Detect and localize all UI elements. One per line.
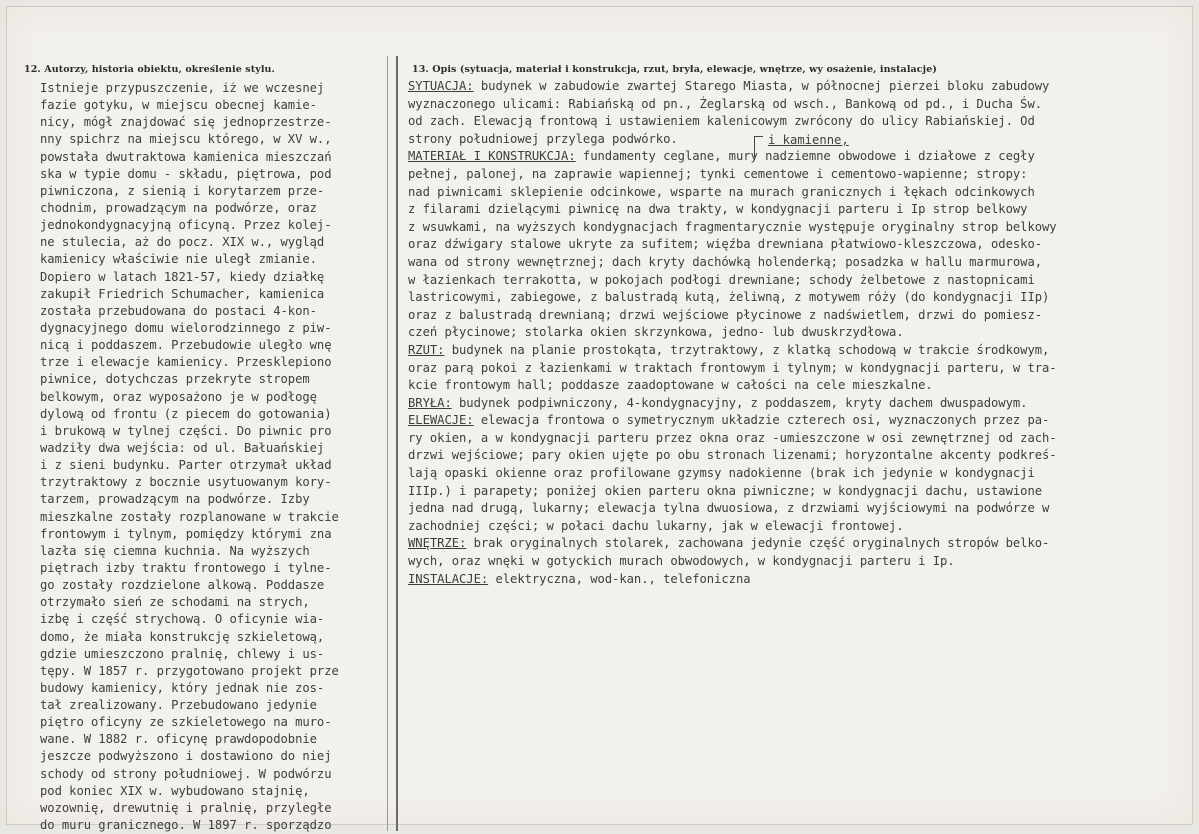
history-line: pod koniec XIX w. wybudowano stajnię, bbox=[40, 783, 310, 798]
description-line-text: zachodniej części; w połaci dachu lukarny, jak w elewacji frontowej. bbox=[408, 518, 904, 533]
history-line: piwnice, dotychczas przekryte stropem bbox=[40, 372, 310, 387]
description-line bbox=[408, 78, 1138, 96]
column-divider bbox=[396, 56, 398, 831]
description-line bbox=[408, 377, 1138, 395]
description-line bbox=[408, 219, 1138, 237]
description-line-text: oraz parą pokoi z łazienkami w traktach frontowym i tylnym; w kondygnacji parteru, w tra- bbox=[408, 360, 1057, 375]
history-line: jednokondygnacyjną oficyną. Przez kolej- bbox=[40, 218, 332, 233]
description-line bbox=[408, 518, 1138, 536]
history-line: budowy kamienicy, który jednak nie zos- bbox=[40, 680, 325, 695]
history-line: do muru granicznego. W 1897 r. sporządzo bbox=[40, 818, 332, 833]
description-line bbox=[408, 236, 1138, 254]
description-line bbox=[408, 535, 1138, 553]
description-line-text: w łazienkach terrakotta, w pokojach podłogi drewniane; schody żelbetowe z nastopnicami bbox=[408, 272, 1035, 287]
description-line-text: fundamenty ceglane, mury nadziemne obwodowe i działowe z cegły bbox=[575, 149, 1035, 164]
description-line bbox=[408, 113, 1138, 131]
description-line bbox=[408, 289, 1138, 307]
history-line: piętrach izby traktu frontowego i tylne- bbox=[40, 560, 332, 575]
history-line: zakupił Friedrich Schumacher, kamienica bbox=[40, 286, 325, 301]
description-line bbox=[408, 412, 1138, 430]
description-line-text: wych, oraz wnęki w gotyckich murach obwodowych, w kondygnacji parteru i Ip. bbox=[408, 554, 955, 569]
history-text bbox=[40, 80, 390, 834]
description-line bbox=[408, 184, 1138, 202]
history-line: powstała dwutraktowa kamienica mieszczań bbox=[40, 149, 332, 164]
section-keyword: SYTUACJA: bbox=[408, 79, 474, 93]
history-line: trzytraktowy z bocznie usytuowanym kory- bbox=[40, 475, 332, 490]
history-line: gdzie umieszczono pralnię, chlewy i us- bbox=[40, 646, 325, 661]
description-line bbox=[408, 272, 1138, 290]
history-line: izbę i część strychową. O oficynie wia- bbox=[40, 612, 325, 627]
history-line: ne stulecia, aż do pocz. XIX w., wygląd bbox=[40, 235, 325, 250]
history-line: została przebudowana do postaci 4-kon- bbox=[40, 303, 317, 318]
history-line: lazła się ciemna kuchnia. Na wyższych bbox=[40, 543, 310, 558]
history-line: otrzymało sień ze schodami na strych, bbox=[40, 595, 310, 610]
history-line: chodnim, prowadzącym na podwórze, oraz bbox=[40, 200, 317, 215]
description-line bbox=[408, 500, 1138, 518]
description-line bbox=[408, 571, 1138, 589]
history-line: i brukową w tylnej części. Do piwnic pro bbox=[40, 423, 332, 438]
description-line-text: budynek na planie prostokąta, trzytraktowy, z klatką schodową w trakcie środkowym, bbox=[444, 342, 1050, 357]
history-line: wane. W 1882 r. oficynę prawdopodobnie bbox=[40, 732, 317, 747]
history-line: frontowym i tylnym, pomiędzy którymi zna bbox=[40, 526, 332, 541]
description-line bbox=[408, 465, 1138, 483]
history-line: kamienicy właściwie nie uległ zmianie. bbox=[40, 252, 317, 267]
section-keyword: INSTALACJE: bbox=[408, 571, 489, 586]
history-line: schody od strony południowej. W podwórzu bbox=[40, 766, 332, 781]
right-section-header: 13. Opis (sytuacja, materiał i konstrukcja, rzut, bryła, elewacje, wnętrze, wy osażenie, instalacje) bbox=[412, 64, 937, 75]
description-line-text: nad piwnicami sklepienie odcinkowe, wsparte na murach granicznych i łękach odcinkowych bbox=[408, 184, 1035, 199]
history-line: Istnieje przypuszczenie, iż we wczesnej bbox=[40, 81, 325, 95]
description-line-text: IIIp.) i parapety; poniżej okien parteru okna piwniczne; w kondygnacji dachu, ustawione bbox=[408, 483, 1043, 498]
description-line bbox=[408, 447, 1138, 465]
description-line-text: brak oryginalnych stolarek, zachowana jedynie część oryginalnych stropów belko- bbox=[466, 536, 1050, 551]
history-line: nicą i poddaszem. Przebudowie uległo wnę bbox=[40, 338, 332, 353]
description-line bbox=[408, 483, 1138, 501]
section-keyword: MATERIAŁ I KONSTRUKCJA: bbox=[408, 149, 576, 164]
history-line: ska w typie domu - składu, piętrowa, pod bbox=[40, 166, 332, 181]
description-line bbox=[408, 324, 1138, 342]
description-line bbox=[408, 395, 1138, 413]
description-line-text: pełnej, palonej, na zaprawie wapiennej; tynki cementowe i cementowo-wapienne; stropy: bbox=[408, 166, 1028, 181]
history-line: dygnacyjnego domu wielorodzinnego z piw- bbox=[40, 320, 332, 335]
insertion-text: i kamienne, bbox=[768, 133, 849, 147]
description-line bbox=[408, 254, 1138, 272]
history-line: dylową od frontu (z piecem do gotowania) bbox=[40, 406, 332, 421]
history-line: tępy. W 1857 r. przygotowano projekt prze bbox=[40, 663, 339, 678]
description-line-text: budynek w zabudowie zwartej Starego Miasta, w północnej pierzei bloku zabudowy bbox=[473, 79, 1050, 93]
description-line-text: lają opaski okienne oraz profilowane gzymsy nadokienne (brak ich jedynie w kondygnacji bbox=[408, 466, 1035, 481]
history-line: i z sieni budynku. Parter otrzymał układ bbox=[40, 458, 332, 473]
history-line: tarzem, prowadzącym na podwórze. Izby bbox=[40, 492, 310, 507]
left-section-header: 12. Autorzy, historia obiektu, określenie stylu. bbox=[24, 64, 275, 75]
history-line: domo, że miała konstrukcję szkieletową, bbox=[40, 629, 325, 644]
insertion-mark bbox=[754, 136, 763, 157]
description-line-text: lastricowymi, zabiegowe, z balustradą kutą, żeliwną, z motywem róży (do kondygnacji IIp) bbox=[408, 290, 1050, 305]
description-line-text: wana od strony wewnętrznej; dach kryty dachówką holenderką; posadzka w hallu marmurowa, bbox=[408, 254, 1043, 269]
description-line-text: wyznaczonego ulicami: Rabiańską od pn., Żeglarską od wsch., Bankową od pd., i Ducha Św. bbox=[408, 96, 1043, 111]
description-line-text: kcie frontowym hall; poddasze zaadoptowane w całości na cele mieszkalne. bbox=[408, 378, 933, 393]
history-line: nny spichrz na miejscu którego, w XV w., bbox=[40, 132, 332, 147]
history-line: piętro oficyny ze szkieletowego na muro- bbox=[40, 715, 332, 730]
section-keyword: ELEWACJE: bbox=[408, 413, 474, 428]
history-line: belkowym, oraz wyposażono je w podłogę bbox=[40, 389, 317, 404]
history-line: jeszcze podwyższono i dostawiono do niej bbox=[40, 749, 332, 764]
history-line: trze i elewacje kamienicy. Przesklepiono bbox=[40, 355, 332, 370]
section-keyword: WNĘTRZE: bbox=[408, 536, 467, 551]
history-line: wadziły dwa wejścia: od ul. Bałuańskiej bbox=[40, 440, 325, 455]
description-line bbox=[408, 342, 1138, 360]
history-line: nicy, mógł znajdować się jednoprzestrze- bbox=[40, 115, 332, 130]
history-line: Dopiero w latach 1821-57, kiedy działkę bbox=[40, 269, 325, 284]
description-line bbox=[408, 430, 1138, 448]
history-line: fazie gotyku, w miejscu obecnej kamie- bbox=[40, 98, 317, 113]
description-line bbox=[408, 201, 1138, 219]
description-line-text: elektryczna, wod-kan., telefoniczna bbox=[488, 571, 751, 586]
history-line: mieszkalne zostały rozplanowane w trakcie bbox=[40, 509, 339, 524]
description-line-text: budynek podpiwniczony, 4-kondygnacyjny, z poddaszem, kryty dachem dwuspadowym. bbox=[451, 395, 1028, 410]
description-line bbox=[408, 148, 1138, 166]
history-line: go zostały rozdzielone alkową. Poddasze bbox=[40, 578, 325, 593]
description-line bbox=[408, 360, 1138, 378]
description-line-text: jedna nad drugą, lukarny; elewacja tylna dwuosiowa, z drzwiami wyjściowymi na podwórze w bbox=[408, 501, 1050, 516]
description-line bbox=[408, 553, 1138, 571]
description-line-text: strony południowej przylega podwórko. bbox=[408, 131, 678, 146]
description-line-text: oraz z balustradą drewnianą; drzwi wejściowe płycinowe z nadświetlem, drzwi do pomiesz- bbox=[408, 307, 1043, 322]
description-line-text: elewacja frontowa o symetrycznym układzie czterech osi, wyznaczonych przez pa- bbox=[473, 413, 1050, 428]
section-keyword: RZUT: bbox=[408, 342, 445, 357]
description-line bbox=[408, 96, 1138, 114]
description-line-text: czeń płycinowe; stolarka okien skrzynkowa, jedno- lub dwuskrzydłowa. bbox=[408, 325, 904, 340]
history-line: wozownię, drewutnię i pralnię, przyległe bbox=[40, 800, 332, 815]
history-line: tał zrealizowany. Przebudowano jedynie bbox=[40, 698, 317, 713]
description-line bbox=[408, 166, 1138, 184]
description-line-text: drzwi wejściowe; pary okien ujęte po obu stronach lizenami; horyzontalne akcenty podkreś- bbox=[408, 448, 1057, 463]
description-line-text: z wsuwkami, na wyższych kondygnacjach fragmentarycznie występuje oryginalny strop belkowy bbox=[408, 219, 1057, 234]
description-line-text: z filarami dzielącymi piwnicę na dwa trakty, w kondygnacji parteru i Ip strop belkowy bbox=[408, 202, 1028, 217]
description-text bbox=[408, 78, 1138, 588]
section-keyword: BRYŁA: bbox=[408, 395, 452, 410]
history-line: piwniczona, z sienią i korytarzem prze- bbox=[40, 183, 325, 198]
description-line-text: oraz dźwigary stalowe ukryte za sufitem; więźba drewniana płatwiowo-kleszczowa, odesko- bbox=[408, 237, 1043, 252]
description-line bbox=[408, 307, 1138, 325]
description-line-text: od zach. Elewacją frontową i ustawieniem kalenicowym zwrócony do ulicy Rabiańskiej. Od bbox=[408, 114, 1035, 129]
description-line-text: ry okien, a w kondygnacji parteru przez okna oraz -umieszczone w osi zewnętrznej od zach- bbox=[408, 430, 1057, 445]
